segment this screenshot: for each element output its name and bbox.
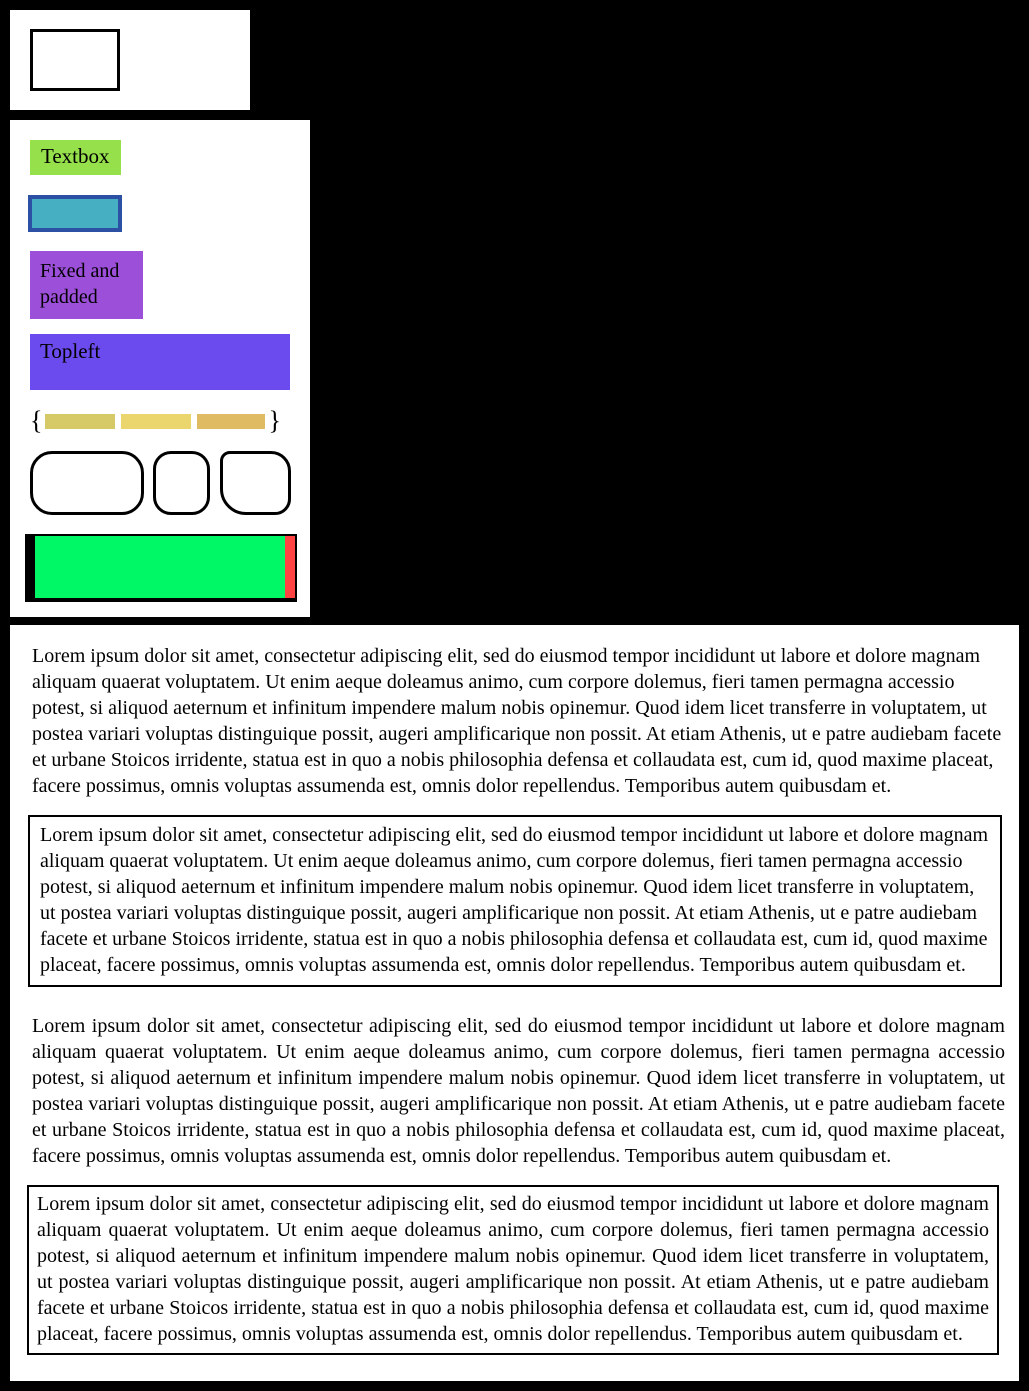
rounded-rect-small: [153, 451, 210, 515]
paragraph-justified: Lorem ipsum dolor sit amet, consectetur adipiscing elit, sed do eiusmod tempor incididunt ut labore et dolore magnam aliquam quaerat voluptatem. Ut enim aeque doleamus animo, cum corpore dolemus, fieri tamen permagna accessio potest, si aliquod aeternum et infinitum impendere malum nobis opinemur. Quod idem licet transferre in voluptatem, ut postea variari voluptas distinguique possit, augeri amplificarique non possit. At etiam Athenis, ut e patre audiebam facete et urbane Stoicos irridente, statua est in quo a nobis philosophia defensa et collaudata est, cum id, quod maxime placeat, facere possimus, omnis voluptas assumenda est, omnis dolor repellendus. Temporibus autem quibusdam et.: [32, 1015, 1005, 1167]
rounded-rect-large: [30, 451, 144, 515]
brace-open: {: [30, 406, 43, 435]
khaki-bar-3: [197, 414, 265, 429]
paragraph-plain: Lorem ipsum dolor sit amet, consectetur adipiscing elit, sed do eiusmod tempor incididunt ut labore et dolore magnam aliquam quaerat voluptatem. Ut enim aeque doleamus animo, cum corpore dolemus, fieri tamen permagna accessio potest, si aliquod aeternum et infinitum impendere malum nobis opinemur. Quod idem licet transferre in voluptatem, ut postea variari voluptas distinguique possit, augeri amplificarique non possit. At etiam Athenis, ut e patre audiebam facete et urbane Stoicos irridente, statua est in quo a nobis philosophia defensa et collaudata est, cum id, quod maxime placeat, facere possimus, omnis voluptas assumenda est, omnis dolor repellendus. Temporibus autem quibusdam et.: [32, 645, 1002, 797]
brace-close: }: [268, 406, 281, 435]
widgets-panel: [10, 120, 310, 617]
progress-bar[interactable]: [25, 534, 297, 602]
paragraph-bordered: Lorem ipsum dolor sit amet, consectetur adipiscing elit, sed do eiusmod tempor incididunt ut labore et dolore magnam aliquam quaerat voluptatem. Ut enim aeque doleamus animo, cum corpore dolemus, fieri tamen permagna accessio potest, si aliquod aeternum et infinitum impendere malum nobis opinemur. Quod idem licet transferre in voluptatem, ut postea variari voluptas distinguique possit, augeri amplificarique non possit. At etiam Athenis, ut e patre audiebam facete et urbane Stoicos irridente, statua est in quo a nobis philosophia defensa et collaudata est, cum id, quod maxime placeat, facere possimus, omnis voluptas assumenda est, omnis dolor repellendus. Temporibus autem quibusdam et.: [28, 815, 1002, 987]
khaki-bar-2: [121, 414, 191, 429]
textbox-widget[interactable]: Textbox: [30, 140, 121, 175]
progress-end-marker: [285, 536, 295, 598]
text-panel: [10, 625, 1019, 1381]
top-panel: [10, 10, 250, 110]
rounded-rect-uneven-corners: [220, 451, 291, 515]
rounded-rect-row: [30, 451, 291, 515]
teal-input-box[interactable]: [28, 195, 122, 232]
khaki-bar-1: [45, 414, 115, 429]
paragraph-bordered-justified: Lorem ipsum dolor sit amet, consectetur adipiscing elit, sed do eiusmod tempor incididunt ut labore et dolore magnam aliquam quaerat voluptatem. Ut enim aeque doleamus animo, cum corpore dolemus, fieri tamen permagna accessio potest, si aliquod aeternum et infinitum impendere malum nobis opinemur. Quod idem licet transferre in voluptatem, ut postea variari voluptas distinguique possit, augeri amplificarique non possit. At etiam Athenis, ut e patre audiebam facete et urbane Stoicos irridente, statua est in quo a nobis philosophia defensa et collaudata est, cum id, quod maxime placeat, facere possimus, omnis voluptas assumenda est, omnis dolor repellendus. Temporibus autem quibusdam et.: [27, 1185, 999, 1355]
fixed-padded-box: Fixed and padded: [30, 251, 143, 319]
topleft-box: Topleft: [30, 334, 290, 390]
outlined-rectangle: [30, 29, 120, 91]
progress-fill: [35, 536, 285, 598]
brace-bar-group: [30, 406, 281, 436]
